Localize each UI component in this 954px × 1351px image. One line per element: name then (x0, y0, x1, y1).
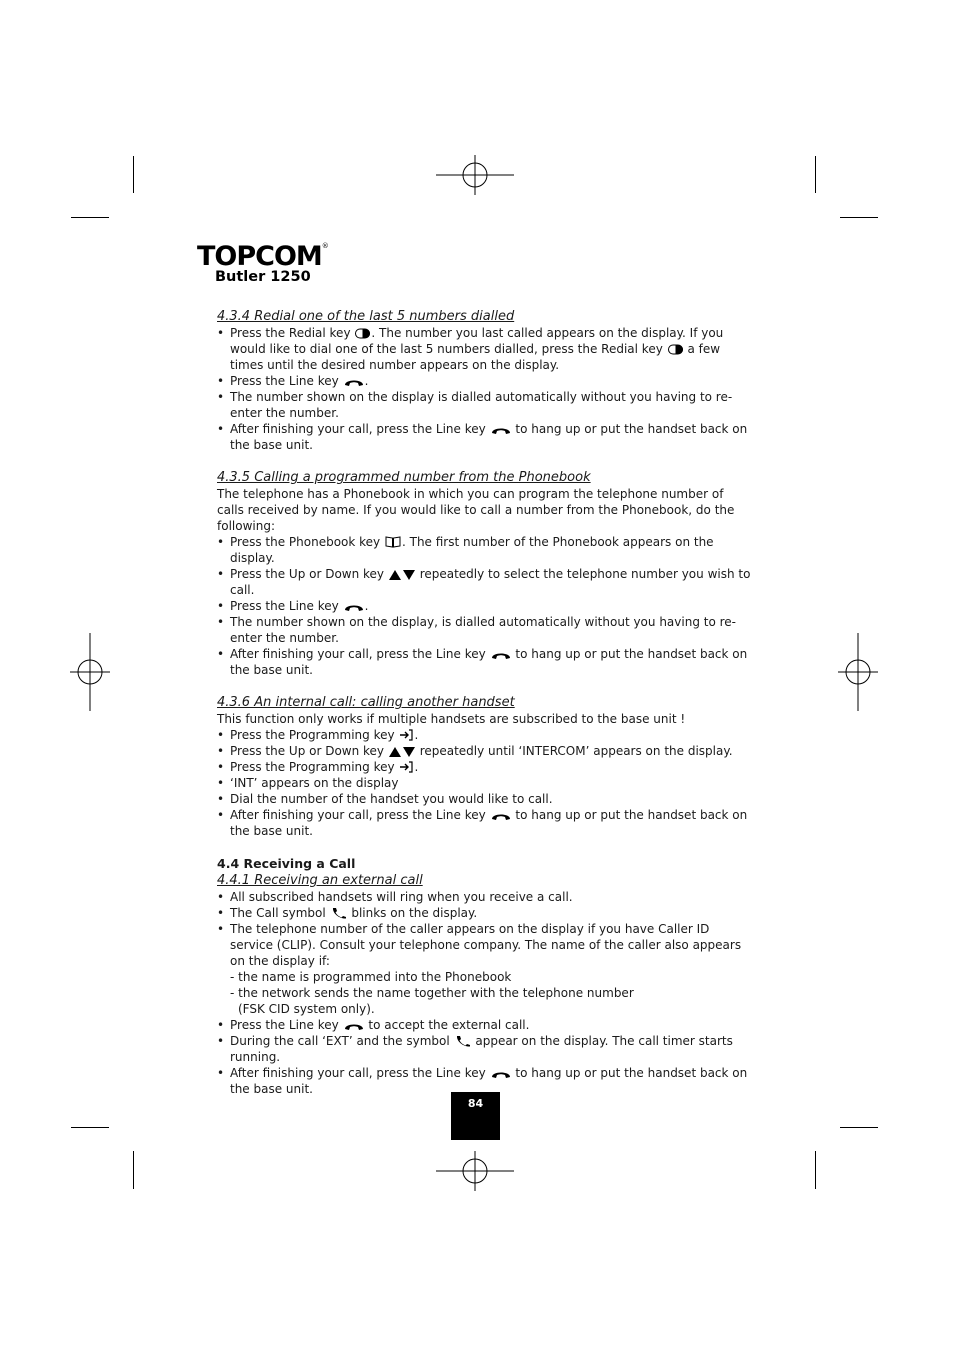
list-item: • After finishing your call, press the Line key to hang up or put the handset back on the base unit. (217, 807, 752, 839)
paragraph: The telephone has a Phonebook in which you can program the telephone number of calls received by name. If you would like to call a number from the Phonebook, do the following: (217, 487, 735, 533)
crop-mark (71, 1127, 109, 1128)
list-item: • After finishing your call, press the Line key to hang up or put the handset back on the base unit. (217, 421, 752, 453)
line-key-icon (491, 1070, 511, 1079)
section-title: 4.3.5 Calling a programmed number from the Phonebook (217, 470, 591, 485)
up-down-icon (389, 570, 415, 580)
list-item: • Press the Phonebook key . The first number of the Phonebook appears on the display. (217, 534, 752, 566)
bullet-list (217, 534, 752, 678)
crop-mark (71, 217, 109, 218)
model-name: Butler 1250 (215, 269, 311, 285)
section-title: 4.3.6 An internal call: calling another handset (217, 695, 515, 710)
registered-mark: ® (321, 242, 328, 250)
bullet-list (217, 727, 752, 839)
crop-mark (133, 1151, 134, 1189)
phonebook-icon (385, 535, 401, 548)
line-key-icon (344, 378, 364, 387)
registration-mark (70, 633, 110, 711)
bullet-list (217, 1017, 752, 1097)
line-key-icon (491, 812, 511, 821)
line-key-icon (491, 651, 511, 660)
redial-icon (668, 344, 683, 355)
bullet-list (217, 889, 752, 969)
line-key-icon (344, 603, 364, 612)
bullet-list (217, 325, 752, 453)
list-item: • Dial the number of the handset you would like to call. (217, 791, 752, 807)
call-symbol-icon (455, 1035, 471, 1047)
list-item: • Press the Up or Down key repeatedly until ‘INTERCOM’ appears on the display. (217, 743, 752, 759)
crop-mark (840, 217, 878, 218)
call-symbol-icon (331, 907, 347, 919)
list-item: • Press the Line key . (217, 598, 752, 614)
section-title: 4.3.4 Redial one of the last 5 numbers dialled (217, 309, 515, 324)
section-title: 4.4.1 Receiving an external call (217, 873, 423, 888)
sub-item: (FSK CID system only). (238, 1002, 375, 1016)
crop-mark (815, 1151, 816, 1189)
list-item: • All subscribed handsets will ring when you receive a call. (217, 889, 752, 905)
redial-icon (355, 328, 370, 339)
list-item: • Press the Up or Down key repeatedly to select the telephone number you wish to call. (217, 566, 752, 598)
registration-mark (436, 1151, 514, 1191)
list-item: • Press the Programming key . (217, 759, 752, 775)
up-down-icon (389, 747, 415, 757)
crop-mark (133, 156, 134, 193)
list-item: • After finishing your call, press the Line key to hang up or put the handset back on the base unit. (217, 646, 752, 678)
line-key-icon (344, 1022, 364, 1031)
registration-mark (838, 633, 878, 711)
registration-mark (436, 155, 514, 195)
logo-text: TOPCOM (197, 241, 322, 272)
page-number: 84 (451, 1092, 500, 1140)
list-item: • ‘INT’ appears on the display (217, 775, 752, 791)
paragraph: This function only works if multiple handsets are subscribed to the base unit ! (217, 712, 686, 726)
list-item: • After finishing your call, press the Line key to hang up or put the handset back on the base unit. (217, 1065, 752, 1097)
list-item: • During the call ‘EXT’ and the symbol appear on the display. The call timer starts running. (217, 1033, 752, 1065)
list-item: • The number shown on the display is dialled automatically without you having to re-enter the number. (217, 389, 752, 421)
list-item: • Press the Line key to accept the external call. (217, 1017, 752, 1033)
line-key-icon (491, 426, 511, 435)
list-item: • The telephone number of the caller appears on the display if you have Caller ID service (CLIP). Consult your telephone company. The name of the caller also appears on the display if: (217, 921, 752, 969)
sub-item: - the network sends the name together with the telephone number (230, 986, 634, 1000)
list-item: • The Call symbol blinks on the display. (217, 905, 752, 921)
crop-mark (815, 156, 816, 193)
programming-icon (399, 729, 413, 741)
crop-mark (840, 1127, 878, 1128)
list-item: • Press the Redial key . The number you last called appears on the display. If you would like to dial one of the last 5 numbers dialled, press the Redial key a few times until the desired number appears on the display. (217, 325, 752, 373)
list-item: • Press the Line key . (217, 373, 752, 389)
sub-item: - the name is programmed into the Phonebook (230, 970, 512, 984)
section-heading: 4.4 Receiving a Call (217, 856, 356, 871)
list-item: • The number shown on the display, is dialled automatically without you having to re-enter the number. (217, 614, 752, 646)
manual-content (217, 308, 752, 1097)
programming-icon (399, 761, 413, 773)
list-item: • Press the Programming key . (217, 727, 752, 743)
topcom-logo (197, 243, 328, 270)
